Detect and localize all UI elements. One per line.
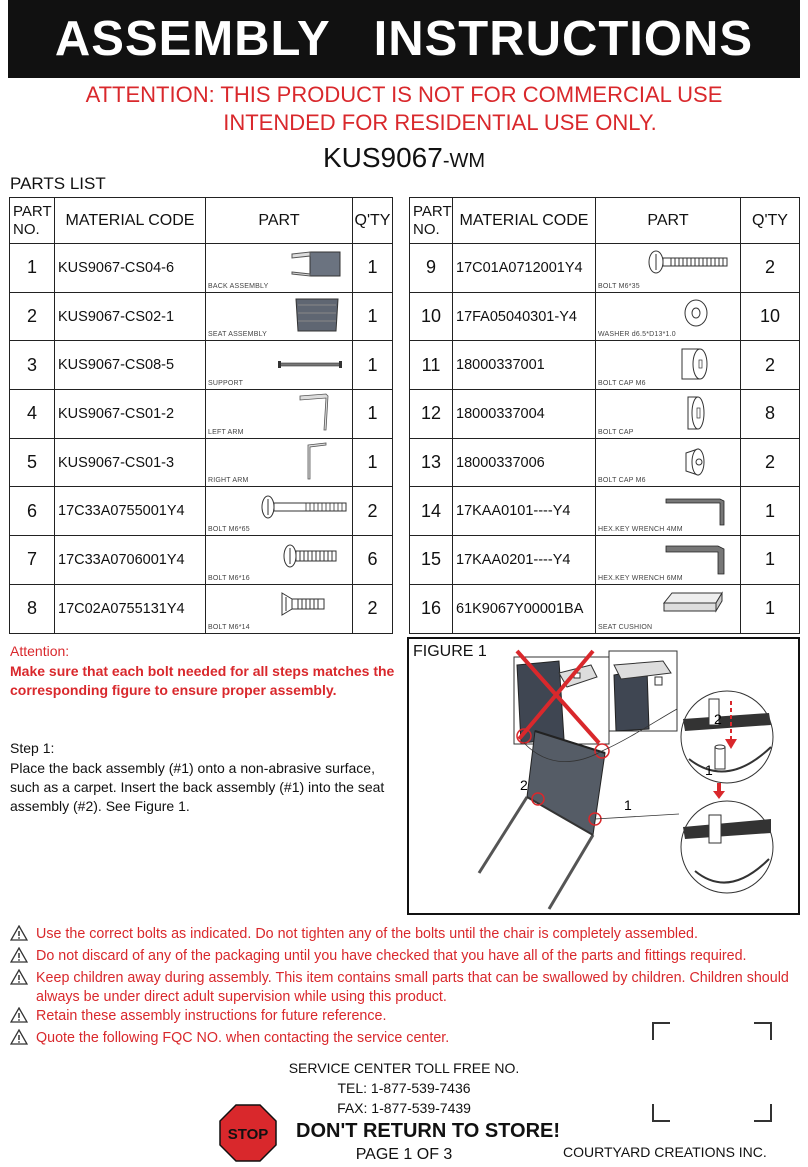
part-number: 13 (410, 438, 453, 487)
material-code: 18000337004 (453, 390, 596, 439)
table-row (10, 390, 393, 439)
part-label: BOLT M6*14 (208, 623, 250, 631)
bolt-m6-35-icon (644, 250, 734, 278)
table-row (410, 584, 800, 633)
down-arrow-icon (713, 783, 725, 799)
quantity: 1 (353, 390, 393, 439)
part-label: BOLT CAP (598, 428, 634, 436)
table-row (410, 438, 800, 487)
part-label: BACK ASSEMBLY (208, 282, 269, 290)
page-title: ASSEMBLY INSTRUCTIONS (54, 12, 754, 66)
page-number: PAGE 1 OF 3 (355, 1146, 453, 1163)
correct-detail-icon (609, 651, 677, 731)
part-cell (206, 244, 353, 293)
corner-mark (652, 1022, 670, 1040)
warning-icon (10, 1029, 36, 1051)
attention-line-2: INTENDED FOR RESIDENTIAL USE ONLY. (223, 110, 657, 135)
table-row (10, 244, 393, 293)
part-cell (596, 584, 741, 633)
part-cell (596, 244, 741, 293)
part-cell (206, 341, 353, 390)
service-center-label: SERVICE CENTER TOLL FREE NO. (288, 1060, 520, 1076)
callout-2-label: 2 (520, 777, 528, 793)
attention-line-1: ATTENTION: THIS PRODUCT IS NOT FOR COMMERCIAL USE (85, 82, 723, 107)
material-code: 17C33A0755001Y4 (55, 487, 206, 536)
part-number: 11 (410, 341, 453, 390)
seat-cushion-icon (660, 589, 730, 619)
header-part-no-line2: NO. (13, 220, 40, 238)
quantity: 1 (353, 292, 393, 341)
part-number: 2 (10, 292, 55, 341)
hex-key-6mm-icon (662, 540, 732, 578)
table-row (410, 487, 800, 536)
part-number: 9 (410, 244, 453, 293)
part-cell (596, 341, 741, 390)
header-material-code: MATERIAL CODE (453, 198, 596, 244)
parts-list-label: PARTS LIST (10, 174, 106, 193)
material-code: 61K9067Y00001BA (453, 584, 596, 633)
part-cell (206, 487, 353, 536)
part-cell (206, 536, 353, 585)
warning-text: Quote the following FQC NO. when contacting the service center. (36, 1030, 450, 1046)
quantity: 1 (741, 487, 800, 536)
part-label: SEAT ASSEMBLY (208, 331, 268, 339)
material-code: 17KAA0201----Y4 (453, 536, 596, 585)
part-cell (596, 487, 741, 536)
part-number: 1 (10, 244, 55, 293)
model-number (0, 142, 808, 174)
part-number: 12 (410, 390, 453, 439)
material-code: KUS9067-CS08-5 (55, 341, 206, 390)
quantity: 1 (741, 536, 800, 585)
part-label: SUPPORT (208, 380, 244, 388)
table-row (10, 341, 393, 390)
table-row (410, 536, 800, 585)
bolt-cap-icon (676, 345, 716, 383)
part-number: 15 (410, 536, 453, 585)
table-row (10, 536, 393, 585)
table-header-row (410, 198, 800, 244)
warning-icon (10, 925, 36, 947)
table-row (410, 292, 800, 341)
zoom-detail-bottom-icon (681, 801, 773, 893)
part-number: 8 (10, 584, 55, 633)
part-number: 14 (410, 487, 453, 536)
right-arm-icon (286, 441, 346, 481)
back-assembly-icon (286, 248, 346, 280)
part-number: 7 (10, 536, 55, 585)
part-cell (206, 584, 353, 633)
header-qty: Q'TY (353, 198, 393, 244)
warning-icon (10, 947, 36, 969)
quantity: 2 (741, 438, 800, 487)
header-material-code: MATERIAL CODE (55, 198, 206, 244)
material-code: KUS9067-CS04-6 (55, 244, 206, 293)
service-fax: FAX: 1-877-539-7439 (337, 1100, 471, 1116)
part-number: 10 (410, 292, 453, 341)
header-part-no (10, 198, 55, 244)
table-row (10, 487, 393, 536)
warning-text: Keep children away during assembly. This item contains small parts that can be swallowed by children. Children should always be under direct adult supervision while using this product. (36, 970, 789, 1005)
attention-body: Make sure that each bolt needed for all steps matches the corresponding figure to ensure proper assembly. (10, 663, 395, 698)
material-code: 18000337006 (453, 438, 596, 487)
quantity: 6 (353, 536, 393, 585)
bolt-long-icon (260, 495, 350, 523)
table-header-row (10, 198, 393, 244)
material-code: 17KAA0101----Y4 (453, 487, 596, 536)
table-row (10, 438, 393, 487)
header-part-no-line1: PART (13, 202, 52, 220)
material-code: 17FA05040301-Y4 (453, 292, 596, 341)
table-row (10, 584, 393, 633)
table-row (10, 292, 393, 341)
material-code: KUS9067-CS01-3 (55, 438, 206, 487)
quantity: 2 (353, 487, 393, 536)
quantity: 1 (353, 341, 393, 390)
list-item (10, 947, 800, 969)
list-item (10, 969, 800, 1007)
zoom-callout-1-label: 1 (705, 762, 713, 778)
part-label: WASHER d6.5*D13*1.0 (598, 331, 676, 339)
bolt-cap-small-icon (676, 443, 716, 481)
model-suffix: -WM (442, 150, 486, 172)
part-label: BOLT M6*65 (208, 526, 250, 534)
dont-return-notice: DON'T RETURN TO STORE! (296, 1120, 561, 1142)
part-number: 6 (10, 487, 55, 536)
quantity: 2 (741, 341, 800, 390)
part-number: 5 (10, 438, 55, 487)
bolt-short-icon (282, 544, 342, 572)
zoom-detail-top-icon (681, 691, 773, 783)
material-code: 17C01A0712001Y4 (453, 244, 596, 293)
attention-title: Attention: (10, 643, 70, 659)
header-part: PART (206, 198, 353, 244)
model-code: KUS9067 (322, 142, 443, 173)
material-code: KUS9067-CS02-1 (55, 292, 206, 341)
service-tel: TEL: 1-877-539-7436 (337, 1080, 471, 1096)
warning-icon (10, 969, 36, 1007)
table-row (410, 390, 800, 439)
chair-back-icon (479, 731, 605, 909)
table-row (410, 341, 800, 390)
part-label: HEX.KEY WRENCH 6MM (598, 574, 683, 582)
part-label: SEAT CUSHION (598, 623, 653, 631)
part-number: 3 (10, 341, 55, 390)
part-cell (596, 390, 741, 439)
part-cell (206, 390, 353, 439)
part-cell (206, 292, 353, 341)
header-part-no-line2: NO. (413, 220, 440, 238)
figure-label: FIGURE 1 (413, 643, 487, 660)
quantity: 2 (741, 244, 800, 293)
part-label: HEX.KEY WRENCH 4MM (598, 526, 683, 534)
warning-text: Do not discard of any of the packaging until you have checked that you have all of the parts and fittings required. (36, 948, 747, 964)
hex-key-4mm-icon (662, 495, 732, 529)
step-title: Step 1: (10, 740, 55, 756)
header-part-no-line1: PART (413, 202, 452, 220)
part-label: BOLT M6*35 (598, 282, 640, 290)
warning-icon (10, 1007, 36, 1029)
material-code: 17C33A0706001Y4 (55, 536, 206, 585)
support-bar-icon (276, 345, 346, 377)
callout-1-label: 1 (624, 797, 632, 813)
seat-assembly-icon (286, 295, 346, 335)
parts-table-left (9, 197, 393, 634)
table-row (410, 244, 800, 293)
page-title-banner (8, 0, 800, 78)
material-code: 17C02A0755131Y4 (55, 584, 206, 633)
step-body: Place the back assembly (#1) onto a non-abrasive surface, such as a carpet. Insert the back assembly (#1) into the seat assembly (#2). See Figure 1. (10, 760, 385, 814)
figure-1-illustration (409, 639, 798, 913)
parts-table-right (409, 197, 800, 634)
part-label: BOLT M6*16 (208, 574, 250, 582)
warning-text: Use the correct bolts as indicated. Do not tighten any of the bolts until the chair is completely assembled. (36, 926, 698, 942)
figure-1 (407, 637, 800, 915)
quantity: 10 (741, 292, 800, 341)
part-label: LEFT ARM (208, 428, 244, 436)
part-cell (596, 438, 741, 487)
list-item (10, 925, 800, 947)
part-cell (596, 536, 741, 585)
header-part-no (410, 198, 453, 244)
company-name: COURTYARD CREATIONS INC. (563, 1144, 767, 1160)
header-qty: Q'TY (741, 198, 800, 244)
part-label: BOLT CAP M6 (598, 380, 646, 388)
part-cell (206, 438, 353, 487)
stop-sign-text: STOP (227, 1126, 269, 1143)
zoom-callout-2-label: 2 (714, 711, 722, 727)
bolt-cap-round-icon (676, 393, 716, 433)
corner-mark (754, 1022, 772, 1040)
material-code: 18000337001 (453, 341, 596, 390)
part-cell (596, 292, 741, 341)
washer-icon (676, 297, 716, 333)
quantity: 1 (741, 584, 800, 633)
part-number: 4 (10, 390, 55, 439)
warning-text: Retain these assembly instructions for future reference. (36, 1008, 387, 1024)
part-label: BOLT CAP M6 (598, 477, 646, 485)
quantity: 1 (353, 244, 393, 293)
service-center (0, 1058, 808, 1118)
part-label: RIGHT ARM (208, 477, 249, 485)
part-number: 16 (410, 584, 453, 633)
material-code: KUS9067-CS01-2 (55, 390, 206, 439)
countersunk-bolt-icon (278, 591, 338, 619)
header-part: PART (596, 198, 741, 244)
left-arm-icon (286, 392, 346, 432)
quantity: 8 (741, 390, 800, 439)
quantity: 1 (353, 438, 393, 487)
quantity: 2 (353, 584, 393, 633)
